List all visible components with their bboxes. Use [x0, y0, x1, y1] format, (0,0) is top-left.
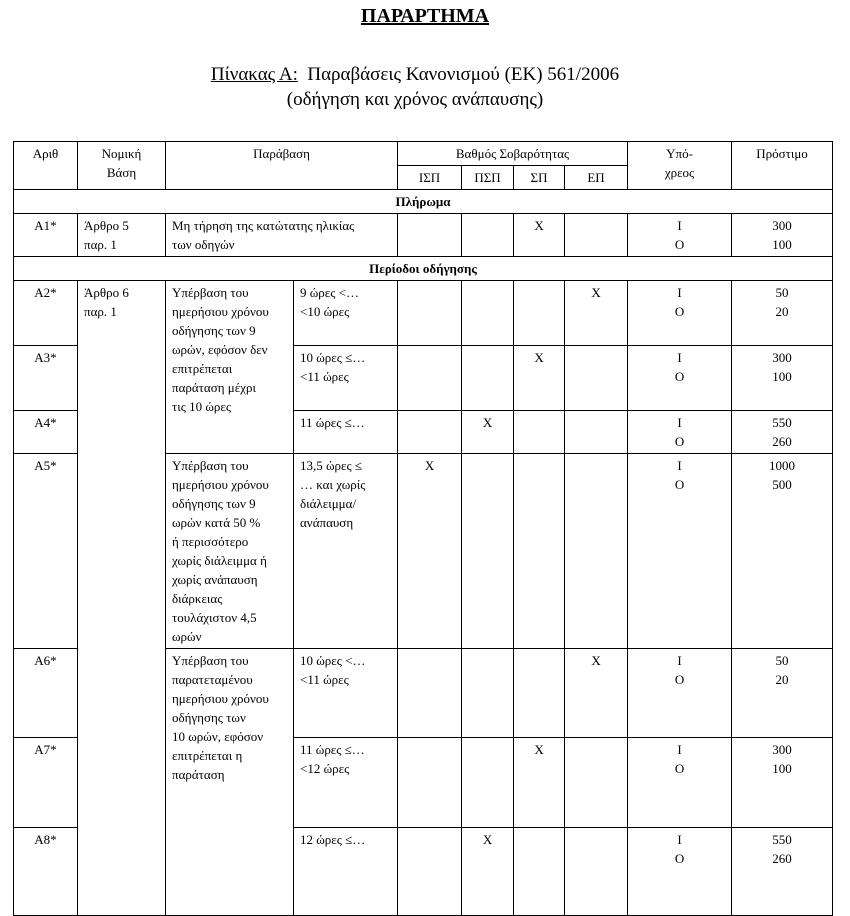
desc-line: τουλάχιστον 4,5 — [172, 610, 257, 625]
desc-line: διάρκειας — [172, 591, 223, 606]
desc-line: ωρών — [172, 629, 202, 644]
desc-line: παράταση — [172, 767, 225, 782]
cell-isp — [398, 214, 462, 257]
cell-isp — [398, 411, 462, 454]
header-legal-basis — [78, 142, 166, 190]
table-caption-text: Παραβάσεις Κανονισμού (ΕΚ) 561/2006 — [307, 64, 620, 85]
table-row — [14, 411, 833, 454]
cell-sp — [514, 454, 565, 649]
desc-line: τις 10 ώρες — [172, 399, 232, 414]
desc-line: επιτρέπεται — [172, 361, 233, 376]
desc-line: 10 ωρών, εφόσον — [172, 729, 264, 744]
cond-line: <11 ώρες — [300, 369, 349, 384]
cond-line: 9 ώρες <… — [300, 285, 359, 300]
cell-isp — [398, 346, 462, 411]
cell-ep — [565, 346, 628, 411]
row-condition — [294, 828, 398, 916]
row-condition — [294, 281, 398, 346]
cond-line: 13,5 ώρες ≤ — [300, 458, 363, 473]
liable-o: Ο — [674, 304, 685, 319]
cell-fine — [732, 214, 833, 257]
cell-ep — [565, 828, 628, 916]
fine-2: 100 — [772, 761, 792, 776]
row-id: Α4* — [14, 411, 78, 454]
group-description-1 — [166, 281, 294, 454]
row-condition — [294, 738, 398, 828]
cell-ep — [565, 214, 628, 257]
cond-line: <10 ώρες — [300, 304, 350, 319]
row-id: Α5* — [14, 454, 78, 649]
cell-sp — [514, 649, 565, 738]
violations-table — [13, 141, 833, 916]
desc-line: χωρίς διάλειμμα ή — [172, 553, 267, 568]
fine-2: 260 — [772, 434, 792, 449]
table-row — [14, 454, 833, 649]
cell-psp-mark: Χ — [462, 828, 514, 916]
header-psp: ΠΣΠ — [462, 166, 514, 190]
section-row — [14, 257, 833, 281]
row-legal-basis — [78, 214, 166, 257]
fine-2: 20 — [775, 304, 789, 319]
cell-fine — [732, 649, 833, 738]
fine-1: 50 — [775, 285, 789, 300]
desc-line: Μη τήρηση της κατώτατης ηλικίας — [172, 218, 355, 233]
fine-2: 500 — [772, 477, 792, 492]
row-legal-basis — [78, 346, 166, 411]
cell-liable — [628, 738, 732, 828]
cond-line: 11 ώρες ≤… — [300, 742, 365, 757]
cell-fine — [732, 828, 833, 916]
table-row — [14, 214, 833, 257]
cell-psp — [462, 454, 514, 649]
liable-i: Ι — [677, 458, 682, 473]
cond-line: ανάπαυση — [300, 515, 354, 530]
cell-psp — [462, 346, 514, 411]
liable-i: Ι — [677, 415, 682, 430]
fine-1: 300 — [772, 742, 792, 757]
desc-line: ημερήσιου χρόνου — [172, 691, 269, 706]
cond-line: 10 ώρες <… — [300, 653, 366, 668]
cell-isp — [398, 828, 462, 916]
row-id: Α8* — [14, 828, 78, 916]
table-caption — [0, 64, 830, 86]
cell-isp — [398, 281, 462, 346]
desc-line: ωρών, εφόσον δεν — [172, 342, 268, 357]
liable-i: Ι — [677, 350, 682, 365]
row-condition — [294, 454, 398, 649]
desc-line: ημερήσιου χρόνου — [172, 304, 269, 319]
cell-ep-mark: Χ — [565, 649, 628, 738]
legal-paragraph: παρ. 1 — [84, 237, 117, 252]
section-row — [14, 190, 833, 214]
cond-line: … και χωρίς — [300, 477, 366, 492]
cell-fine — [732, 738, 833, 828]
desc-line: παράταση μέχρι — [172, 380, 256, 395]
fine-2: 100 — [772, 369, 792, 384]
cell-liable — [628, 454, 732, 649]
desc-line: ημερήσιου χρόνου — [172, 477, 269, 492]
desc-line: παρατεταμένου — [172, 672, 253, 687]
table-caption-line2: (οδήγηση και χρόνος ανάπαυσης) — [286, 89, 544, 110]
cell-liable — [628, 649, 732, 738]
cell-psp-mark: Χ — [462, 411, 514, 454]
cell-fine — [732, 411, 833, 454]
liable-o: Ο — [674, 369, 685, 384]
liable-i: Ι — [677, 832, 682, 847]
group-description-2 — [166, 454, 294, 649]
row-legal-basis — [78, 411, 166, 454]
table-row — [14, 738, 833, 828]
header-fine: Πρόστιμο — [732, 142, 833, 190]
cell-liable — [628, 346, 732, 411]
fine-2: 20 — [775, 672, 789, 687]
header-severity: Βαθμός Σοβαρότητας — [398, 142, 628, 166]
fine-1: 550 — [772, 832, 792, 847]
desc-line: Υπέρβαση του — [172, 285, 249, 300]
fine-1: 50 — [775, 653, 789, 668]
header-liable-2: χρεος — [664, 165, 695, 180]
desc-line: των οδηγών — [172, 237, 235, 252]
table-row — [14, 346, 833, 411]
liable-i: Ι — [677, 742, 682, 757]
cond-line: 12 ώρες ≤… — [300, 832, 366, 847]
cell-sp-mark: Χ — [514, 738, 565, 828]
fine-1: 1000 — [769, 458, 796, 473]
desc-line: οδήγησης των 9 — [172, 323, 256, 338]
desc-line: οδήγησης των — [172, 710, 246, 725]
desc-line: Υπέρβαση του — [172, 653, 249, 668]
desc-line: ωρών κατά 50 % — [172, 515, 261, 530]
liable-i: Ι — [677, 218, 682, 233]
row-legal-basis — [78, 828, 166, 916]
header-sp: ΣΠ — [514, 166, 565, 190]
legal-article: Άρθρο 5 — [84, 218, 129, 233]
desc-line: χωρίς ανάπαυση — [172, 572, 258, 587]
liable-o: Ο — [674, 477, 685, 492]
table-row — [14, 828, 833, 916]
section-driving-periods: Περίοδοι οδήγησης — [14, 257, 833, 281]
fine-2: 100 — [772, 237, 792, 252]
row-legal-basis — [78, 649, 166, 738]
cell-psp — [462, 214, 514, 257]
desc-line: επιτρέπεται η — [172, 748, 243, 763]
cond-line: <12 ώρες — [300, 761, 350, 776]
liable-o: Ο — [674, 237, 685, 252]
legal-article: Άρθρο 6 — [84, 285, 129, 300]
row-legal-basis — [78, 454, 166, 649]
header-ep: ΕΠ — [565, 166, 628, 190]
cond-line: διάλειμμα/ — [300, 496, 357, 511]
table-row — [14, 281, 833, 346]
cell-fine — [732, 346, 833, 411]
cond-line: <11 ώρες — [300, 672, 349, 687]
table-row — [14, 649, 833, 738]
page-title: ΠΑΡΑΡΤΗΜΑ — [360, 5, 490, 27]
cell-liable — [628, 411, 732, 454]
header-violation: Παράβαση — [166, 142, 398, 190]
header-legal-basis-1: Νομική — [101, 146, 142, 161]
row-description — [166, 214, 398, 257]
cell-liable — [628, 281, 732, 346]
cell-psp — [462, 281, 514, 346]
fine-2: 260 — [772, 851, 792, 866]
row-id: Α2* — [14, 281, 78, 346]
cell-fine — [732, 454, 833, 649]
fine-1: 300 — [772, 218, 792, 233]
cond-line: 10 ώρες ≤… — [300, 350, 366, 365]
header-liable-1: Υπό- — [666, 146, 693, 161]
cell-sp-mark: Χ — [514, 346, 565, 411]
legal-paragraph: παρ. 1 — [84, 304, 117, 319]
header-row — [14, 142, 833, 166]
row-condition — [294, 411, 398, 454]
header-legal-basis-2: Βάση — [106, 165, 137, 180]
row-id: Α6* — [14, 649, 78, 738]
group-description-3 — [166, 649, 294, 916]
cond-line: 11 ώρες ≤… — [300, 415, 365, 430]
fine-1: 550 — [772, 415, 792, 430]
row-id: Α7* — [14, 738, 78, 828]
cell-liable — [628, 214, 732, 257]
desc-line: Υπέρβαση του — [172, 458, 249, 473]
row-id: Α3* — [14, 346, 78, 411]
cell-ep — [565, 738, 628, 828]
liable-o: Ο — [674, 434, 685, 449]
cell-psp — [462, 649, 514, 738]
cell-sp — [514, 828, 565, 916]
cell-sp — [514, 281, 565, 346]
row-condition — [294, 649, 398, 738]
header-liable — [628, 142, 732, 190]
cell-isp — [398, 738, 462, 828]
cell-isp-mark: Χ — [398, 454, 462, 649]
cell-psp — [462, 738, 514, 828]
desc-line: ή περισσότερο — [172, 534, 249, 549]
cell-liable — [628, 828, 732, 916]
cell-ep — [565, 411, 628, 454]
row-condition — [294, 346, 398, 411]
fine-1: 300 — [772, 350, 792, 365]
liable-o: Ο — [674, 851, 685, 866]
header-arith: Αριθ — [14, 142, 78, 190]
header-isp: ΙΣΠ — [398, 166, 462, 190]
section-crew: Πλήρωμα — [14, 190, 833, 214]
cell-ep-mark: Χ — [565, 281, 628, 346]
table-caption-label: Πίνακας Α: — [210, 64, 298, 85]
liable-i: Ι — [677, 653, 682, 668]
cell-sp — [514, 411, 565, 454]
liable-o: Ο — [674, 761, 685, 776]
cell-ep — [565, 454, 628, 649]
row-id: Α1* — [14, 214, 78, 257]
desc-line: οδήγησης των 9 — [172, 496, 256, 511]
liable-i: Ι — [677, 285, 682, 300]
cell-fine — [732, 281, 833, 346]
row-legal-basis — [78, 281, 166, 346]
cell-sp-mark: Χ — [514, 214, 565, 257]
liable-o: Ο — [674, 672, 685, 687]
cell-isp — [398, 649, 462, 738]
row-legal-basis — [78, 738, 166, 828]
